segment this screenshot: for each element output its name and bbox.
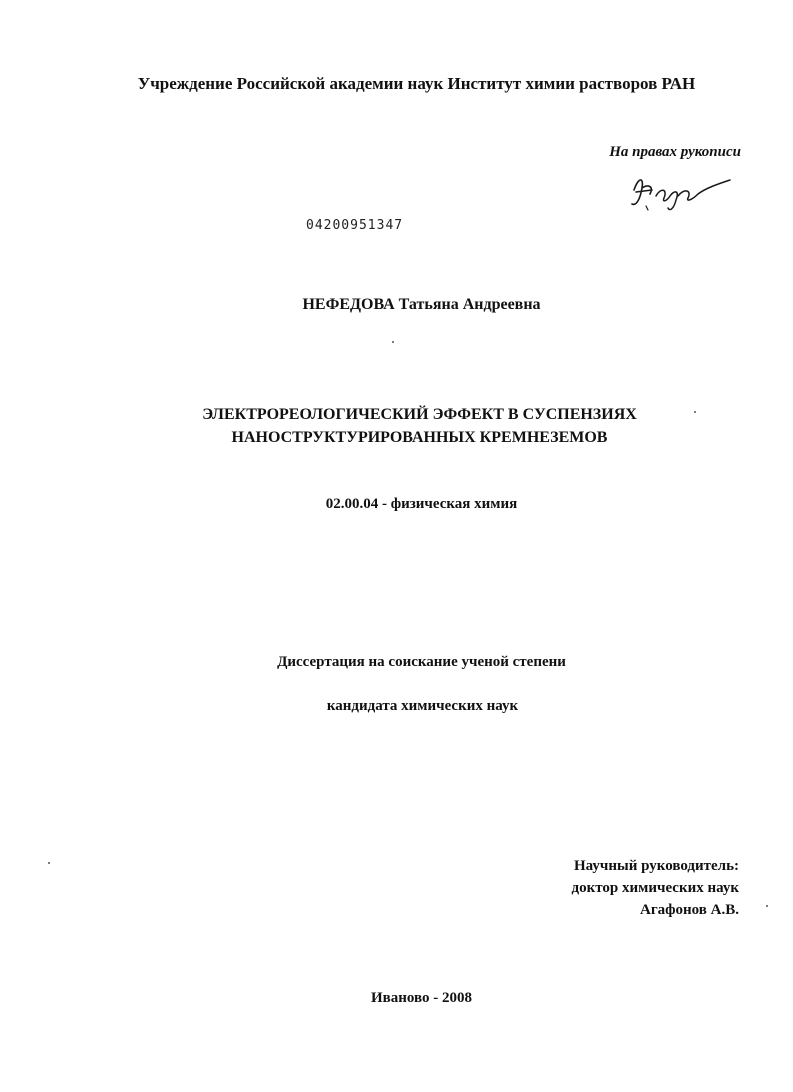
manuscript-rights-note: На правах рукописи	[609, 144, 741, 160]
thesis-title-line-1: ЭЛЕКТРОРЕОЛОГИЧЕСКИЙ ЭФФЕКТ В СУСПЕНЗИЯХ	[202, 406, 637, 423]
advisor-degree: доктор химических наук	[571, 880, 739, 896]
scan-speck	[694, 411, 696, 413]
institution-name: Учреждение Российской академии наук Институт химии растворов РАН	[137, 74, 696, 93]
thesis-title-line-2: НАНОСТРУКТУРИРОВАННЫХ КРЕМНЕЗЕМОВ	[231, 429, 608, 446]
library-catalog-number: 04200951347	[306, 218, 404, 233]
scan-speck	[766, 905, 768, 907]
scan-speck	[392, 341, 394, 343]
advisor-label: Научный руководитель:	[574, 858, 739, 874]
specialty-code: 02.00.04 - физическая химия	[325, 496, 518, 512]
advisor-name: Агафонов А.В.	[640, 902, 739, 918]
handwritten-signature	[626, 168, 736, 216]
degree-line-1: Диссертация на соискание ученой степени	[277, 654, 566, 670]
author-name: НЕФЕДОВА Татьяна Андреевна	[302, 296, 541, 313]
city-and-year: Иваново - 2008	[370, 990, 473, 1006]
degree-line-2: кандидата химических наук	[326, 698, 519, 714]
scan-speck	[48, 862, 50, 864]
